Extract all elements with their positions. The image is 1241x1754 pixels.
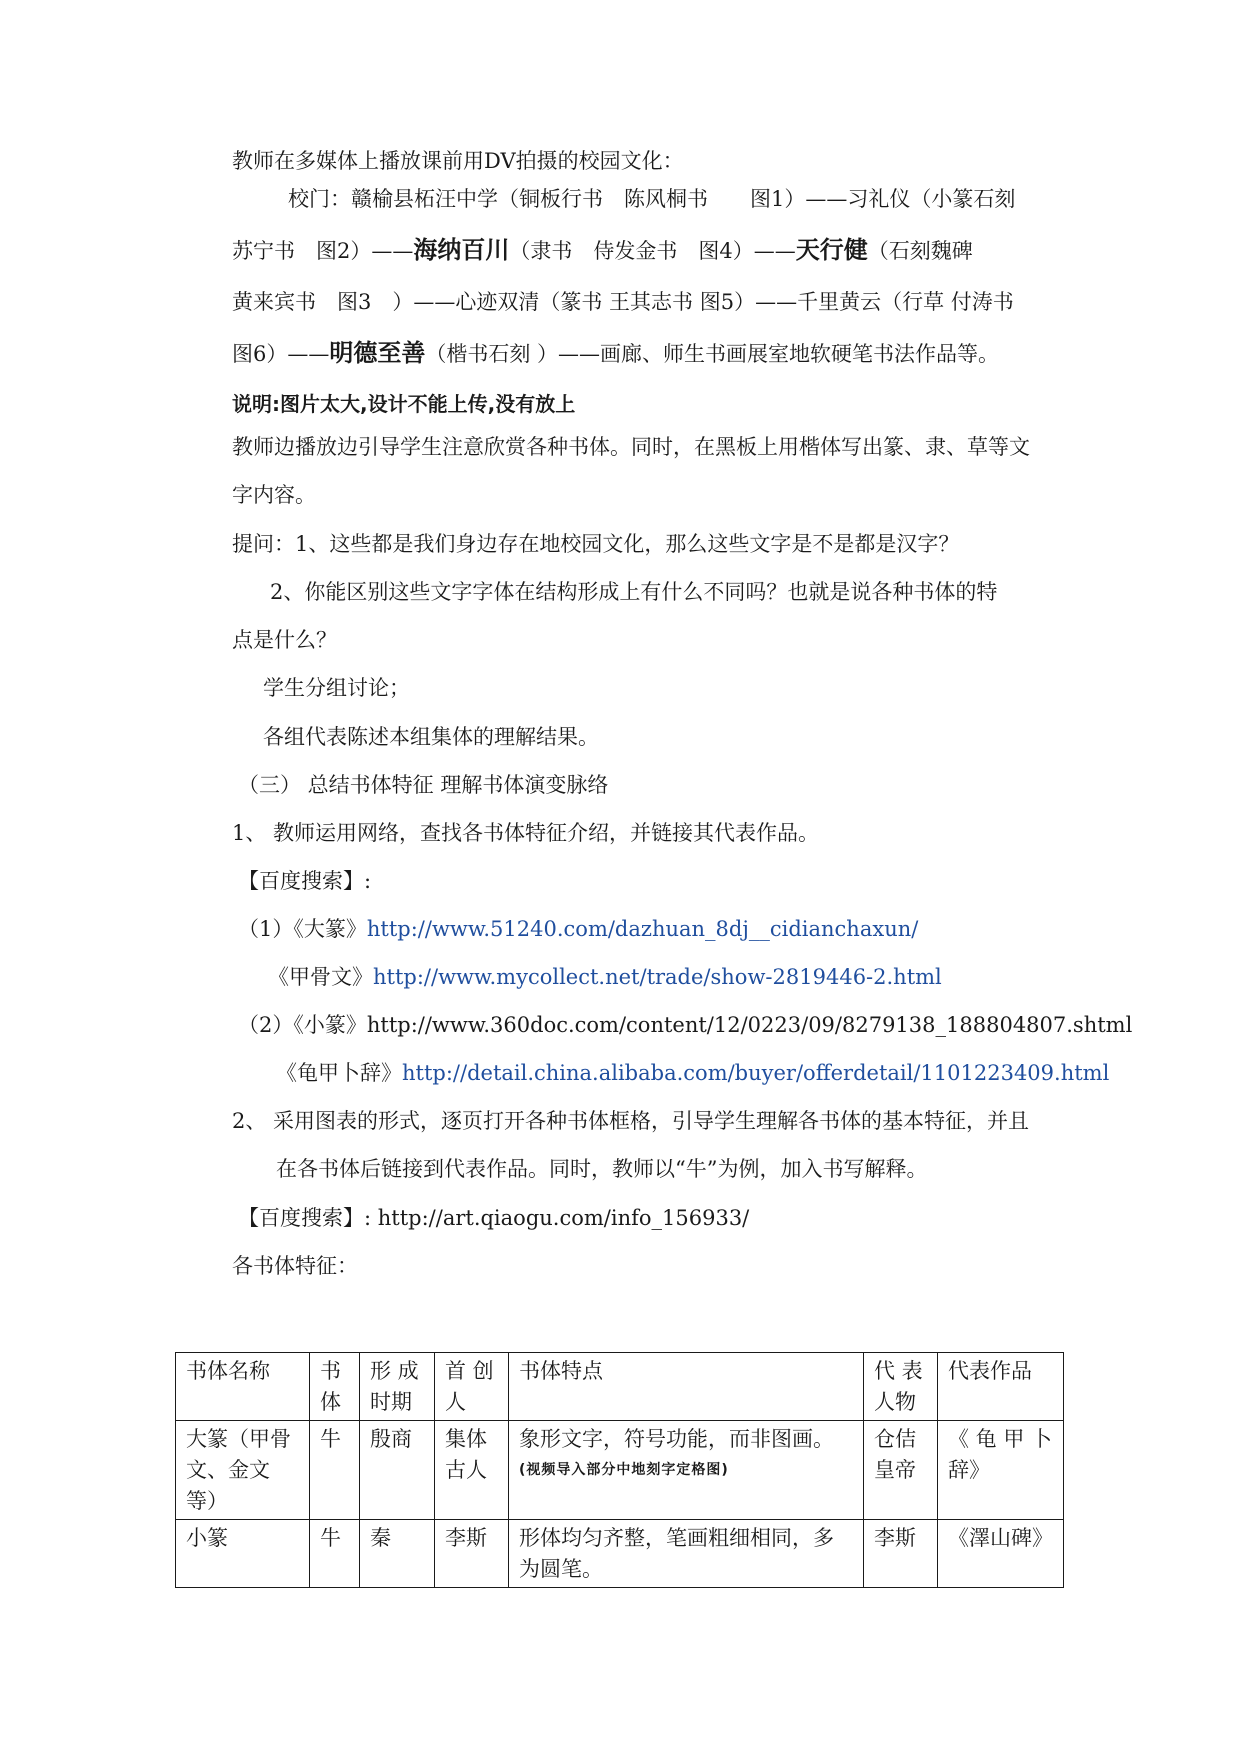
cell-glyph: 牛 [310,1520,360,1588]
header-cell: 书体 [310,1353,360,1421]
cell-period: 殷商 [360,1421,435,1520]
feature-note: (视频导入部分中地刻字定格图) [519,1462,729,1478]
cell-creator: 李斯 [435,1520,509,1588]
link-label: （1）《大篆》 [238,917,367,941]
header-cell: 代 表人物 [864,1353,938,1421]
group-report: 各组代表陈述本组集体的理解结果。 [263,725,599,749]
question-2: 2、你能区别这些文字字体在结构形成上有什么不同吗？也就是说各种书体的特 [270,580,998,604]
paragraph-gate-line-1: 校门：赣榆县柘汪中学（铜板行书 陈风桐书 图1）——习礼仪（小篆石刻 [288,187,1016,211]
link-guijia[interactable]: http://detail.china.alibaba.com/buyer/offerdetail/1101223409.html [402,1061,1110,1085]
text-segment: （楷书石刻 ）——画廊、师生书画展室地软硬笔书法作品等。 [425,342,1000,366]
student-discussion: 学生分组讨论； [263,676,410,700]
cell-work: 《 龟 甲 卜辞》 [938,1421,1064,1520]
feature-text: 象形文字，符号功能，而非图画。 [519,1427,834,1451]
table-row [176,1520,1064,1588]
cell-creator: 集体古人 [435,1421,509,1520]
step-2-line-2: 在各书体后链接到代表作品。同时，教师以“牛”为例，加入书写解释。 [276,1157,928,1181]
step-1: 1、 教师运用网络，查找各书体特征介绍，并链接其代表作品。 [232,821,820,845]
baidu-search-label: 【百度搜索】: [238,869,372,893]
header-cell: 书体特点 [509,1353,864,1421]
cell-feature [509,1421,864,1520]
link-label: 《甲骨文》 [268,965,373,989]
paragraph-intro: 教师在多媒体上播放课前用DV拍摄的校园文化： [232,149,684,173]
paragraph-gate-line-2 [232,235,1062,266]
paragraph-teacher-guide-2: 字内容。 [232,483,316,507]
header-cell: 书体名称 [176,1353,310,1421]
header-cell: 形 成时期 [360,1353,435,1421]
link-line-xiaozhuan: （2）《小篆》http://www.360doc.com/content/12/0223/09/8279138_188804807.shtml [238,1013,1133,1037]
question-2-cont: 点是什么？ [232,628,337,652]
calligraphy-title-hainabaichuan: 海纳百川 [413,236,510,264]
baidu-search-url: 【百度搜索】: http://art.qiaogu.com/info_156933/ [238,1206,750,1230]
cell-name: 小篆 [176,1520,310,1588]
cell-period: 秦 [360,1520,435,1588]
section-heading-3: （三） 总结书体特征 理解书体演变脉络 [238,773,609,797]
cell-person: 李斯 [864,1520,938,1588]
text-segment: （石刻魏碑 [867,239,973,263]
table-row [176,1421,1064,1520]
calligraphy-title-mingdezhishan: 明德至善 [329,339,426,367]
text-segment: 图6）—— [232,342,330,366]
question-1: 提问：1、这些都是我们身边存在地校园文化，那么这些文字是不是都是汉字？ [232,532,960,556]
link-line-jiaguwen [268,962,1098,992]
text-segment: 苏宁书 图2）—— [232,239,414,263]
link-label: 《龟甲卜辞》 [276,1061,402,1085]
link-line-guijia [276,1058,1110,1088]
link-line-dazhuan [238,914,1068,944]
cell-glyph: 牛 [310,1421,360,1520]
feature-text: 形体均匀齐整，笔画粗细相同，多为圆笔。 [519,1526,834,1581]
note-bold: 说明:图片太大,设计不能上传,没有放上 [232,392,576,416]
cell-name: 大篆（甲骨文、金文等） [176,1421,310,1520]
cell-work: 《澤山碑》 [938,1520,1064,1588]
text-segment: （隶书 侍发金书 图4）—— [509,239,796,263]
paragraph-gate-line-3: 黄来宾书 图3 ）——心迹双清（篆书 王其志书 图5）——千里黄云（行草 付涛书 [232,290,1014,314]
link-jiaguwen[interactable]: http://www.mycollect.net/trade/show-2819446-2.html [373,965,942,989]
calligraphy-title-tianxingjian: 天行健 [795,236,868,264]
cell-person: 仓佶皇帝 [864,1421,938,1520]
paragraph-gate-line-4 [232,338,1062,369]
table-caption: 各书体特征： [232,1254,358,1278]
script-features-table [175,1352,1064,1588]
link-dazhuan[interactable]: http://www.51240.com/dazhuan_8dj__cidianchaxun/ [366,917,919,941]
paragraph-teacher-guide-1: 教师边播放边引导学生注意欣赏各种书体。同时，在黑板上用楷体写出篆、隶、草等文 [232,435,1030,459]
table-header-row [176,1353,1064,1421]
cell-feature [509,1520,864,1588]
step-2-line-1: 2、 采用图表的形式，逐页打开各种书体框格，引导学生理解各书体的基本特征，并且 [232,1109,1030,1133]
header-cell: 首 创人 [435,1353,509,1421]
header-cell: 代表作品 [938,1353,1064,1421]
